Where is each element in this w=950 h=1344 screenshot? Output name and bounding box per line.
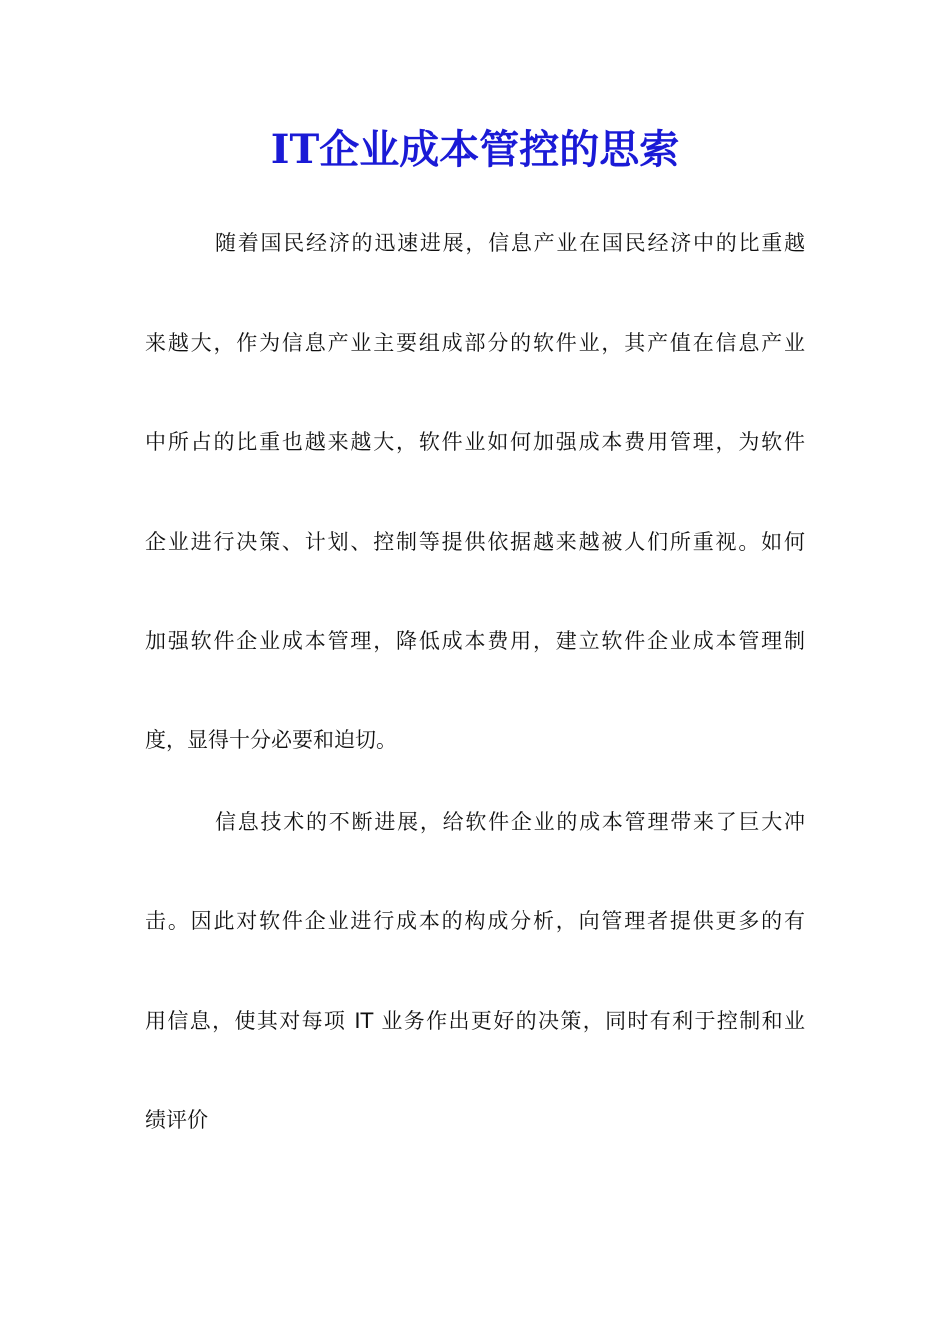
paragraph-2-line-1: 信息技术的不断进展，给软件企业的成本管理带来了巨大冲 [215, 810, 805, 834]
paragraph-2-line-2: 击。因此对软件企业进行成本的构成分析，向管理者提供更多的有 [145, 909, 805, 933]
paragraph-1-line-1: 随着国民经济的迅速进展，信息产业在国民经济中的比重越 [215, 231, 805, 255]
paragraph-1-line-4: 企业进行决策、计划、控制等提供依据越来越被人们所重视。如何 [145, 530, 805, 554]
paragraph-1-line-3: 中所占的比重也越来越大，软件业如何加强成本费用管理，为软件 [145, 430, 805, 454]
paragraph-1-line-2: 来越大，作为信息产业主要组成部分的软件业，其产值在信息产业 [145, 331, 805, 355]
paragraph-2-line-4: 绩评价 [145, 1108, 208, 1132]
document-title: IT企业成本管控的思索 [270, 126, 680, 173]
paragraph-2-line-3: 用信息，使其对每项 IT 业务作出更好的决策，同时有利于控制和业 [145, 1009, 805, 1033]
paragraph-1-line-6: 度，显得十分必要和迫切。 [145, 728, 397, 752]
paragraph-1-line-5: 加强软件企业成本管理，降低成本费用，建立软件企业成本管理制 [145, 629, 805, 653]
